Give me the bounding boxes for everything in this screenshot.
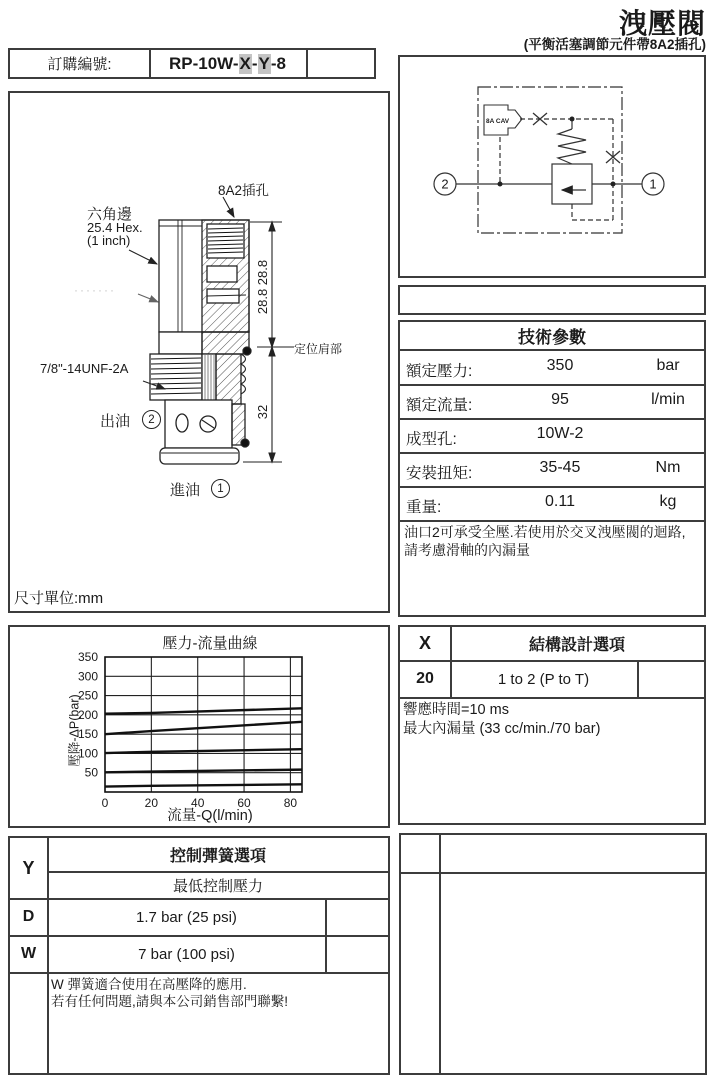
tech-row-label: 重量:	[406, 499, 442, 516]
spring-options-code: Y	[22, 857, 35, 878]
curve-200bar	[105, 708, 302, 713]
flow-curve-panel	[8, 625, 390, 828]
tech-row-label: 額定壓力:	[406, 363, 473, 380]
spring-row-desc: 7 bar (100 psi)	[138, 945, 235, 963]
table-row	[400, 453, 704, 486]
order-code-dash: -	[251, 53, 258, 73]
order-code-option-y: Y	[258, 53, 270, 73]
tech-row-label: 額定流量:	[406, 397, 473, 414]
table-row	[400, 419, 704, 452]
tech-row-value: 0.11	[545, 493, 575, 510]
order-divider-2	[306, 50, 308, 77]
spring-options-right-divider	[325, 899, 327, 972]
x-tick-label: 40	[191, 796, 205, 810]
tech-parameters-header: 技術參數	[518, 328, 586, 347]
spring-note-line1: W 彈簧適合使用在高壓降的應用.	[51, 977, 247, 992]
design-options-note-line2: 最大內漏量 (33 cc/min./70 bar)	[403, 720, 601, 737]
order-number-label: 訂購編號:	[47, 56, 112, 73]
y-tick-label: 250	[77, 688, 98, 703]
x-tick-label: 20	[144, 796, 159, 810]
spring-row-rule	[10, 972, 388, 974]
hex-callout-line1: 六角邊	[87, 206, 133, 223]
design-option-row-desc: 1 to 2 (P to T)	[497, 670, 590, 688]
order-number-code	[149, 50, 306, 77]
design-options-note-line1: 響應時間=10 ms	[403, 702, 509, 718]
design-options-code: X	[418, 633, 431, 653]
tech-row-unit: kg	[659, 493, 677, 510]
empty-strip-panel	[398, 285, 706, 315]
design-option-row-code: 20	[416, 670, 434, 687]
design-options-right-divider	[637, 661, 639, 697]
dimension-unit-note: 尺寸單位:mm	[14, 590, 104, 607]
table-row	[400, 487, 704, 520]
tech-row-label: 安裝扭矩:	[406, 465, 473, 482]
tech-row-value: 10W-2	[536, 425, 584, 442]
hydraulic-schematic	[400, 57, 704, 276]
curve-15bar	[105, 784, 302, 786]
order-number-panel	[8, 48, 376, 79]
spring-options-panel	[8, 836, 390, 1075]
chart-x-axis-label: 流量-Q(l/min)	[167, 808, 253, 824]
outlet-port-number: 2	[142, 410, 161, 429]
inlet-port-number: 1	[211, 479, 230, 498]
order-code-prefix: RP-10W-	[168, 53, 239, 73]
faded-callout: ·······	[74, 283, 116, 297]
design-options-note	[403, 701, 701, 738]
design-options-panel	[398, 625, 706, 825]
y-tick-label: 350	[77, 651, 98, 664]
empty-panel-header-rule	[401, 872, 705, 874]
tech-parameters-panel	[398, 320, 706, 617]
schematic-port-2-label: 2	[441, 176, 449, 192]
chart-title: 壓力-流量曲線	[162, 635, 258, 652]
cavity-callout: 8A2插孔	[218, 183, 270, 198]
x-tick-label: 60	[237, 796, 251, 810]
spring-note-line2: 若有任何問題,請與本公司銷售部門聯繫!	[51, 994, 289, 1010]
y-tick-label: 200	[77, 707, 98, 722]
y-tick-label: 100	[77, 746, 98, 761]
spring-options-note	[51, 976, 381, 1011]
dimension-upper: 28.8 28.8	[255, 259, 270, 315]
y-tick-label: 50	[84, 765, 98, 780]
tech-row-value: 350	[546, 357, 574, 374]
table-row	[400, 351, 704, 384]
valve-drawing-panel	[8, 91, 390, 613]
y-tick-label: 300	[77, 669, 98, 684]
table-row	[400, 385, 704, 418]
empty-options-panel	[399, 833, 707, 1075]
inlet-port-label: 進油	[170, 482, 201, 499]
curve-100bar	[105, 749, 302, 753]
tech-row-unit: Nm	[655, 459, 681, 476]
x-tick-label: 0	[101, 796, 109, 810]
tech-row-value: 95	[551, 391, 569, 408]
hex-callout-line2: 25.4 Hex.	[87, 220, 143, 235]
design-options-row-rule	[400, 697, 704, 699]
chart-y-axis-label: 壓降-ΔP(bar)	[67, 694, 82, 767]
spring-row-code: D	[22, 908, 35, 925]
outlet-port-label: 出油	[100, 413, 131, 430]
schematic-port-1-label: 1	[649, 176, 657, 192]
schematic-cavity-label: 8A CAV	[486, 118, 510, 125]
tech-row-label: 成型孔:	[406, 431, 457, 448]
x-tick-label: 80	[283, 796, 298, 810]
tech-row-unit: l/min	[651, 391, 685, 408]
empty-panel-col-divider	[439, 835, 441, 1073]
spring-options-subheader: 最低控制壓力	[172, 877, 263, 895]
spring-row-code: W	[20, 945, 37, 962]
tech-note	[404, 524, 700, 560]
page-title: 洩壓閥	[618, 8, 706, 39]
tech-row-value: 35-45	[539, 459, 581, 476]
order-code-suffix: -8	[270, 53, 287, 73]
hydraulic-schematic-panel	[398, 55, 706, 278]
spring-row-desc: 1.7 bar (25 psi)	[136, 908, 237, 926]
thread-callout: 7/8"-14UNF-2A	[40, 361, 129, 376]
tech-row-rule	[400, 520, 704, 522]
spring-options-header: 控制彈簧選項	[169, 848, 266, 865]
page-subtitle: (平衡活塞調節元件帶8A2插孔)	[523, 37, 706, 52]
shoulder-label: 定位肩部	[294, 342, 343, 356]
hex-callout-line3: (1 inch)	[87, 233, 131, 248]
tech-note-line1: 油口2可承受全壓.若使用於交叉洩壓閥的迴路,	[404, 524, 686, 540]
dimension-lower: 32	[255, 404, 270, 420]
tech-row-unit: bar	[656, 357, 680, 374]
curve-150bar	[105, 722, 302, 734]
y-tick-label: 150	[77, 727, 98, 742]
tech-note-line2: 請考慮滑軸的內漏量	[404, 541, 530, 558]
curve-50bar	[105, 770, 302, 773]
design-options-header: 結構設計選項	[528, 637, 625, 654]
order-code-option-x: X	[239, 53, 251, 73]
